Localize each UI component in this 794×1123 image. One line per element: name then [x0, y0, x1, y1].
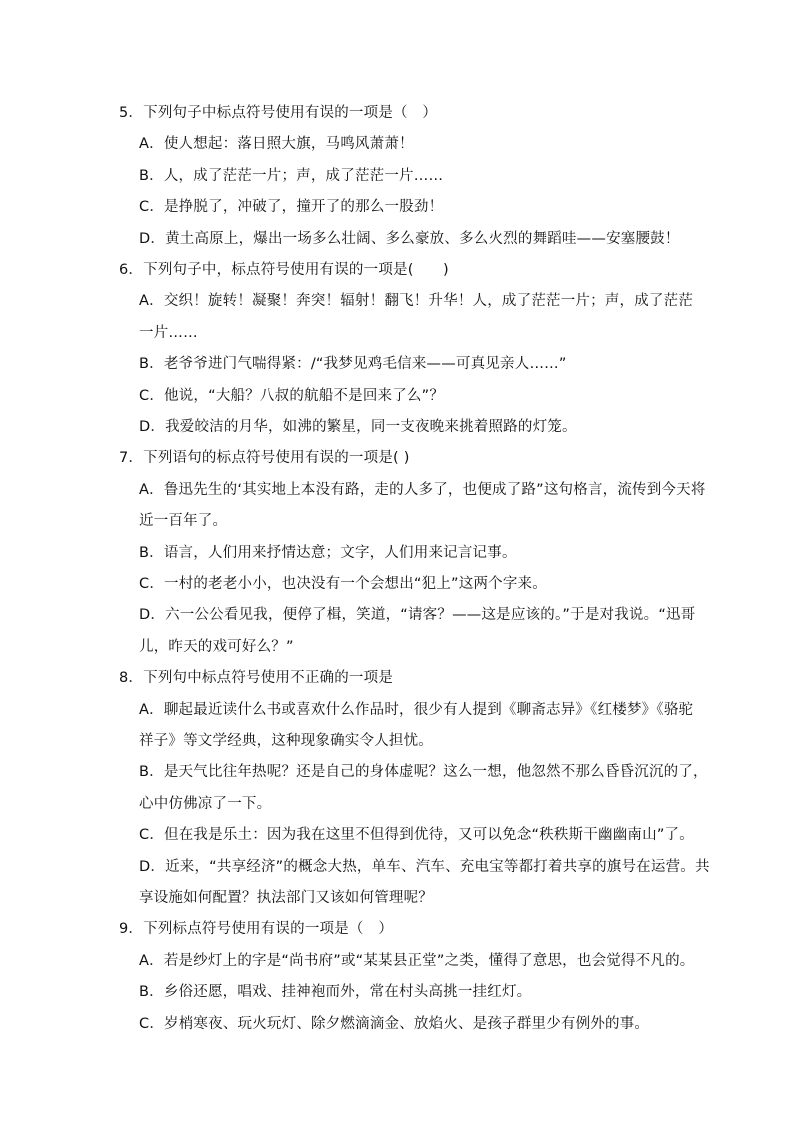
option-line: B．是天气比往年热呢？还是自己的身体虚呢？这么一想，他忽然不那么昏昏沉沉的了，: [139, 764, 708, 781]
option-line: B．老爷爷进门气喘得紧：/“我梦见鸡毛信来——可真见亲人……”: [139, 356, 567, 373]
option-line: B．语言，人们用来抒情达意；文字，人们用来记言记事。: [139, 544, 517, 561]
option-line: C．岁梢寒夜、玩火玩灯、除夕燃滴滴金、放焰火、是孩子群里少有例外的事。: [139, 1015, 650, 1032]
option-line: A．聊起最近读什么书或喜欢什么作品时，很少有人提到《聊斋志异》《红楼梦》《骆驼: [139, 701, 694, 718]
option-continuation: 享设施如何配置？执法部门又该如何管理呢？: [139, 890, 433, 906]
option-line: D．近来，“共享经济”的概念大热，单车、汽车、充电宝等都打着共享的旗号在运营。共: [139, 858, 710, 875]
option-continuation: 一片……: [139, 324, 198, 341]
option-line: C．但在我是乐土：因为我在这里不但得到优待，又可以免念“秩秩斯干幽幽南山”了。: [139, 827, 694, 844]
option-continuation: 近一百年了。: [139, 513, 228, 530]
question-stem: 5．下列句子中标点符号使用有误的一项是（ ）: [119, 105, 438, 121]
option-line: A．交织！旋转！凝聚！奔突！辐射！翻飞！升华！人，成了茫茫一片；声，成了茫茫: [139, 293, 694, 310]
option-line: D．我爱皎洁的月华，如沸的繁星，同一支夜晚来挑着照路的灯笼。: [139, 419, 577, 435]
option-continuation: 儿，昨天的戏可好么？”: [139, 638, 294, 655]
option-continuation: 祥子》等文学经典，这种现象确实令人担忧。: [139, 733, 433, 749]
option-line: C．是挣脱了，冲破了，撞开了的那么一股劲！: [139, 199, 444, 216]
option-line: C．一村的老老小小，也决没有一个会想出“犯上”这两个字来。: [139, 576, 547, 592]
option-line: D．六一公公看见我，便停了楫，笑道，“请客？——这是应该的。”于是对我说。“迅哥: [139, 607, 696, 624]
option-line: A．鲁迅先生的‘其实地上本没有路，走的人多了，也便成了路”这句格言，流传到今天将: [139, 481, 706, 498]
question-stem: 9．下列标点符号使用有误的一项是（ ）: [119, 921, 394, 938]
option-line: A．使人想起：落日照大旗，马鸣风萧萧！: [139, 136, 414, 153]
option-line: B．乡俗还愿，唱戏、挂神袍而外，常在村头高挑一挂红灯。: [139, 984, 532, 1001]
option-line: A．若是纱灯上的字是“尚书府”或“某某县正堂”之类，懂得了意思，也会觉得不凡的。: [139, 952, 695, 969]
option-continuation: 心中仿佛凉了一下。: [139, 795, 272, 812]
option-line: D．黄土高原上，爆出一场多么壮阔、多么豪放、多么火烈的舞蹈哇——安塞腰鼓！: [139, 230, 680, 247]
question-stem: 8．下列句中标点符号使用不正确的一项是: [119, 670, 394, 687]
option-line: C．他说，“大船？八叔的航船不是回来了么”？: [139, 387, 445, 404]
question-stem: 6．下列句子中，标点符号使用有误的一项是( ): [119, 262, 449, 278]
option-line: B．人，成了茫茫一片；声，成了茫茫一片……: [139, 167, 444, 184]
question-stem: 7．下列语句的标点符号使用有误的一项是( ): [119, 450, 410, 467]
